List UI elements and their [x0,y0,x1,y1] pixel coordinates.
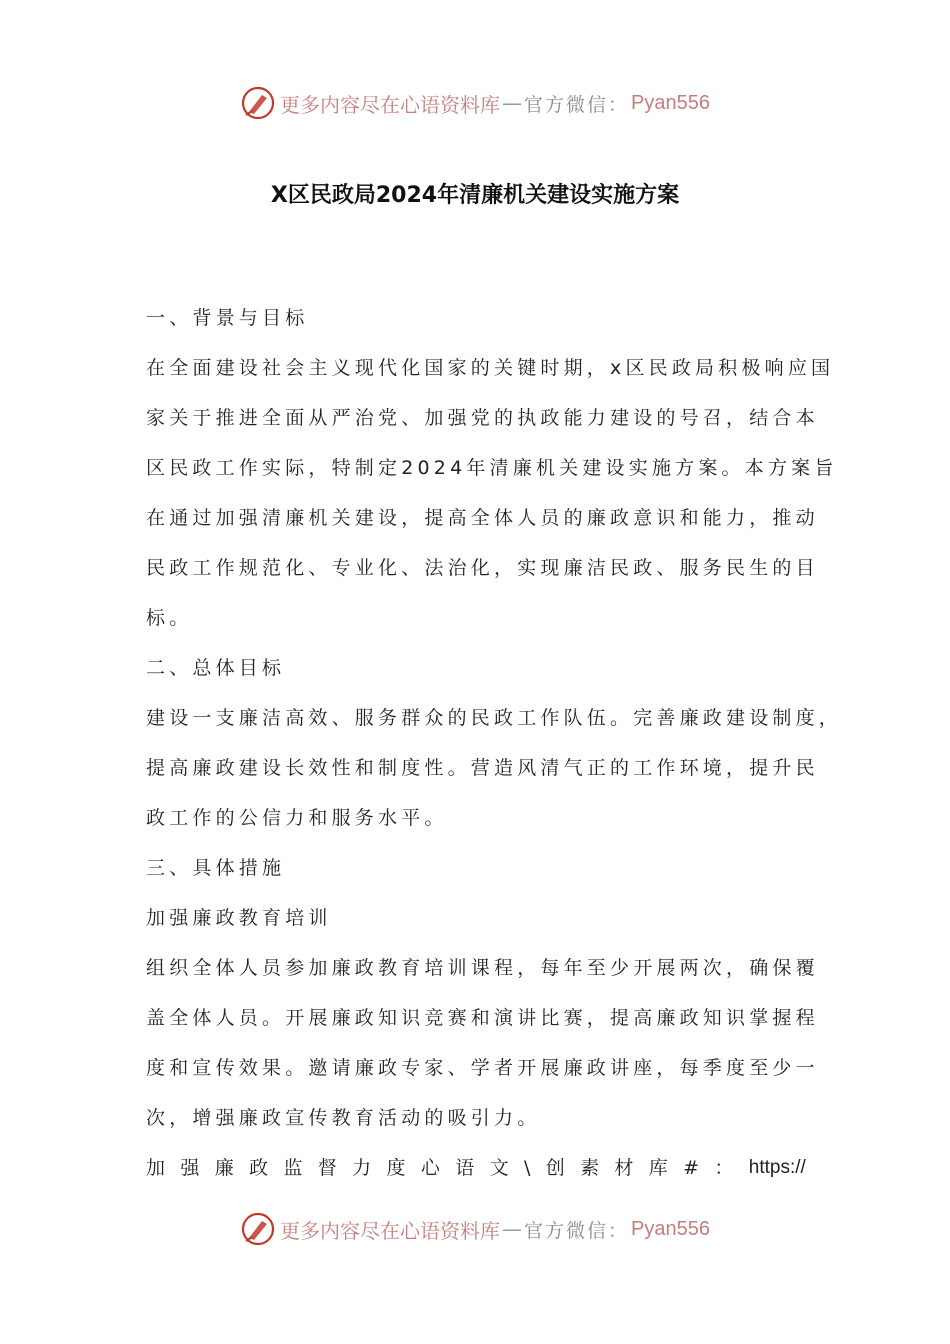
paragraph-line: 盖全体人员。开展廉政知识竞赛和演讲比赛，提高廉政知识掌握程 [146,1007,819,1029]
footer-banner [0,1204,950,1254]
paragraph-line: 在通过加强清廉机关建设，提高全体人员的廉政意识和能力，推动 [146,507,819,529]
banner-separator: — [502,1217,522,1241]
header-banner [0,78,950,128]
paragraph-line: 民政工作规范化、专业化、法治化，实现廉洁民政、服务民生的目 [146,557,819,579]
paragraph-line: 建设一支廉洁高效、服务群众的民政工作队伍。完善廉政建设制度， [146,707,843,729]
char: 加 [146,1157,166,1179]
char: 度 [386,1157,406,1179]
char: 库 [648,1157,668,1179]
char: 创 [545,1157,565,1179]
pen-nib-icon [240,85,276,121]
char: \ [523,1157,531,1179]
banner-separator: — [502,91,522,115]
last-line [146,1150,806,1200]
official-label: 官方微信： [524,1219,630,1242]
char: 监 [283,1157,303,1179]
subheading-education: 加强廉政教育培训 [146,907,332,929]
paragraph-line: 提高廉政建设长效性和制度性。营造风清气正的工作环境，提升民 [146,757,819,779]
wechat-id: Pyan556 [631,1217,710,1240]
paragraph-line: 在全面建设社会主义现代化国家的关键时期，x区民政局积极响应国 [146,357,835,379]
paragraph-line: 家关于推进全面从严治党、加强党的执政能力建设的号召，结合本 [146,407,819,429]
paragraph-line: 区民政工作实际，特制定2024年清廉机关建设实施方案。本方案旨 [146,457,838,479]
char: 政 [249,1157,269,1179]
paragraph-line: 标。 [146,607,193,629]
heading-overall-goal: 二、总体目标 [146,657,286,679]
char: 力 [352,1157,372,1179]
url-link[interactable]: https:// [748,1157,806,1178]
heading-measures: 三、具体措施 [146,857,286,879]
paragraph-line: 度和宣传效果。邀请廉政专家、学者开展廉政讲座，每季度至少一 [146,1057,819,1079]
wechat-id: Pyan556 [631,91,710,114]
char: 语 [455,1157,475,1179]
char: 廉 [214,1157,234,1179]
document-body [146,300,843,1200]
char: ： [714,1157,734,1179]
char: 心 [420,1157,440,1179]
document-title: X区民政局2024年清廉机关建设实施方案 [270,183,680,208]
heading-background: 一、背景与目标 [146,307,309,329]
char: 强 [180,1157,200,1179]
char: 素 [580,1157,600,1179]
paragraph-line: 组织全体人员参加廉政教育培训课程，每年至少开展两次，确保覆 [146,957,819,979]
paragraph-line: 政工作的公信力和服务水平。 [146,807,448,829]
brand-text: 更多内容尽在心语资料库 [280,1218,500,1243]
official-label: 官方微信： [524,93,630,116]
char: 文 [489,1157,509,1179]
paragraph-line: 次，增强廉政宣传教育活动的吸引力。 [146,1107,541,1129]
char: # [683,1157,700,1179]
char: 督 [317,1157,337,1179]
pen-nib-icon [240,1211,276,1247]
char: 材 [614,1157,634,1179]
brand-text: 更多内容尽在心语资料库 [280,92,500,117]
